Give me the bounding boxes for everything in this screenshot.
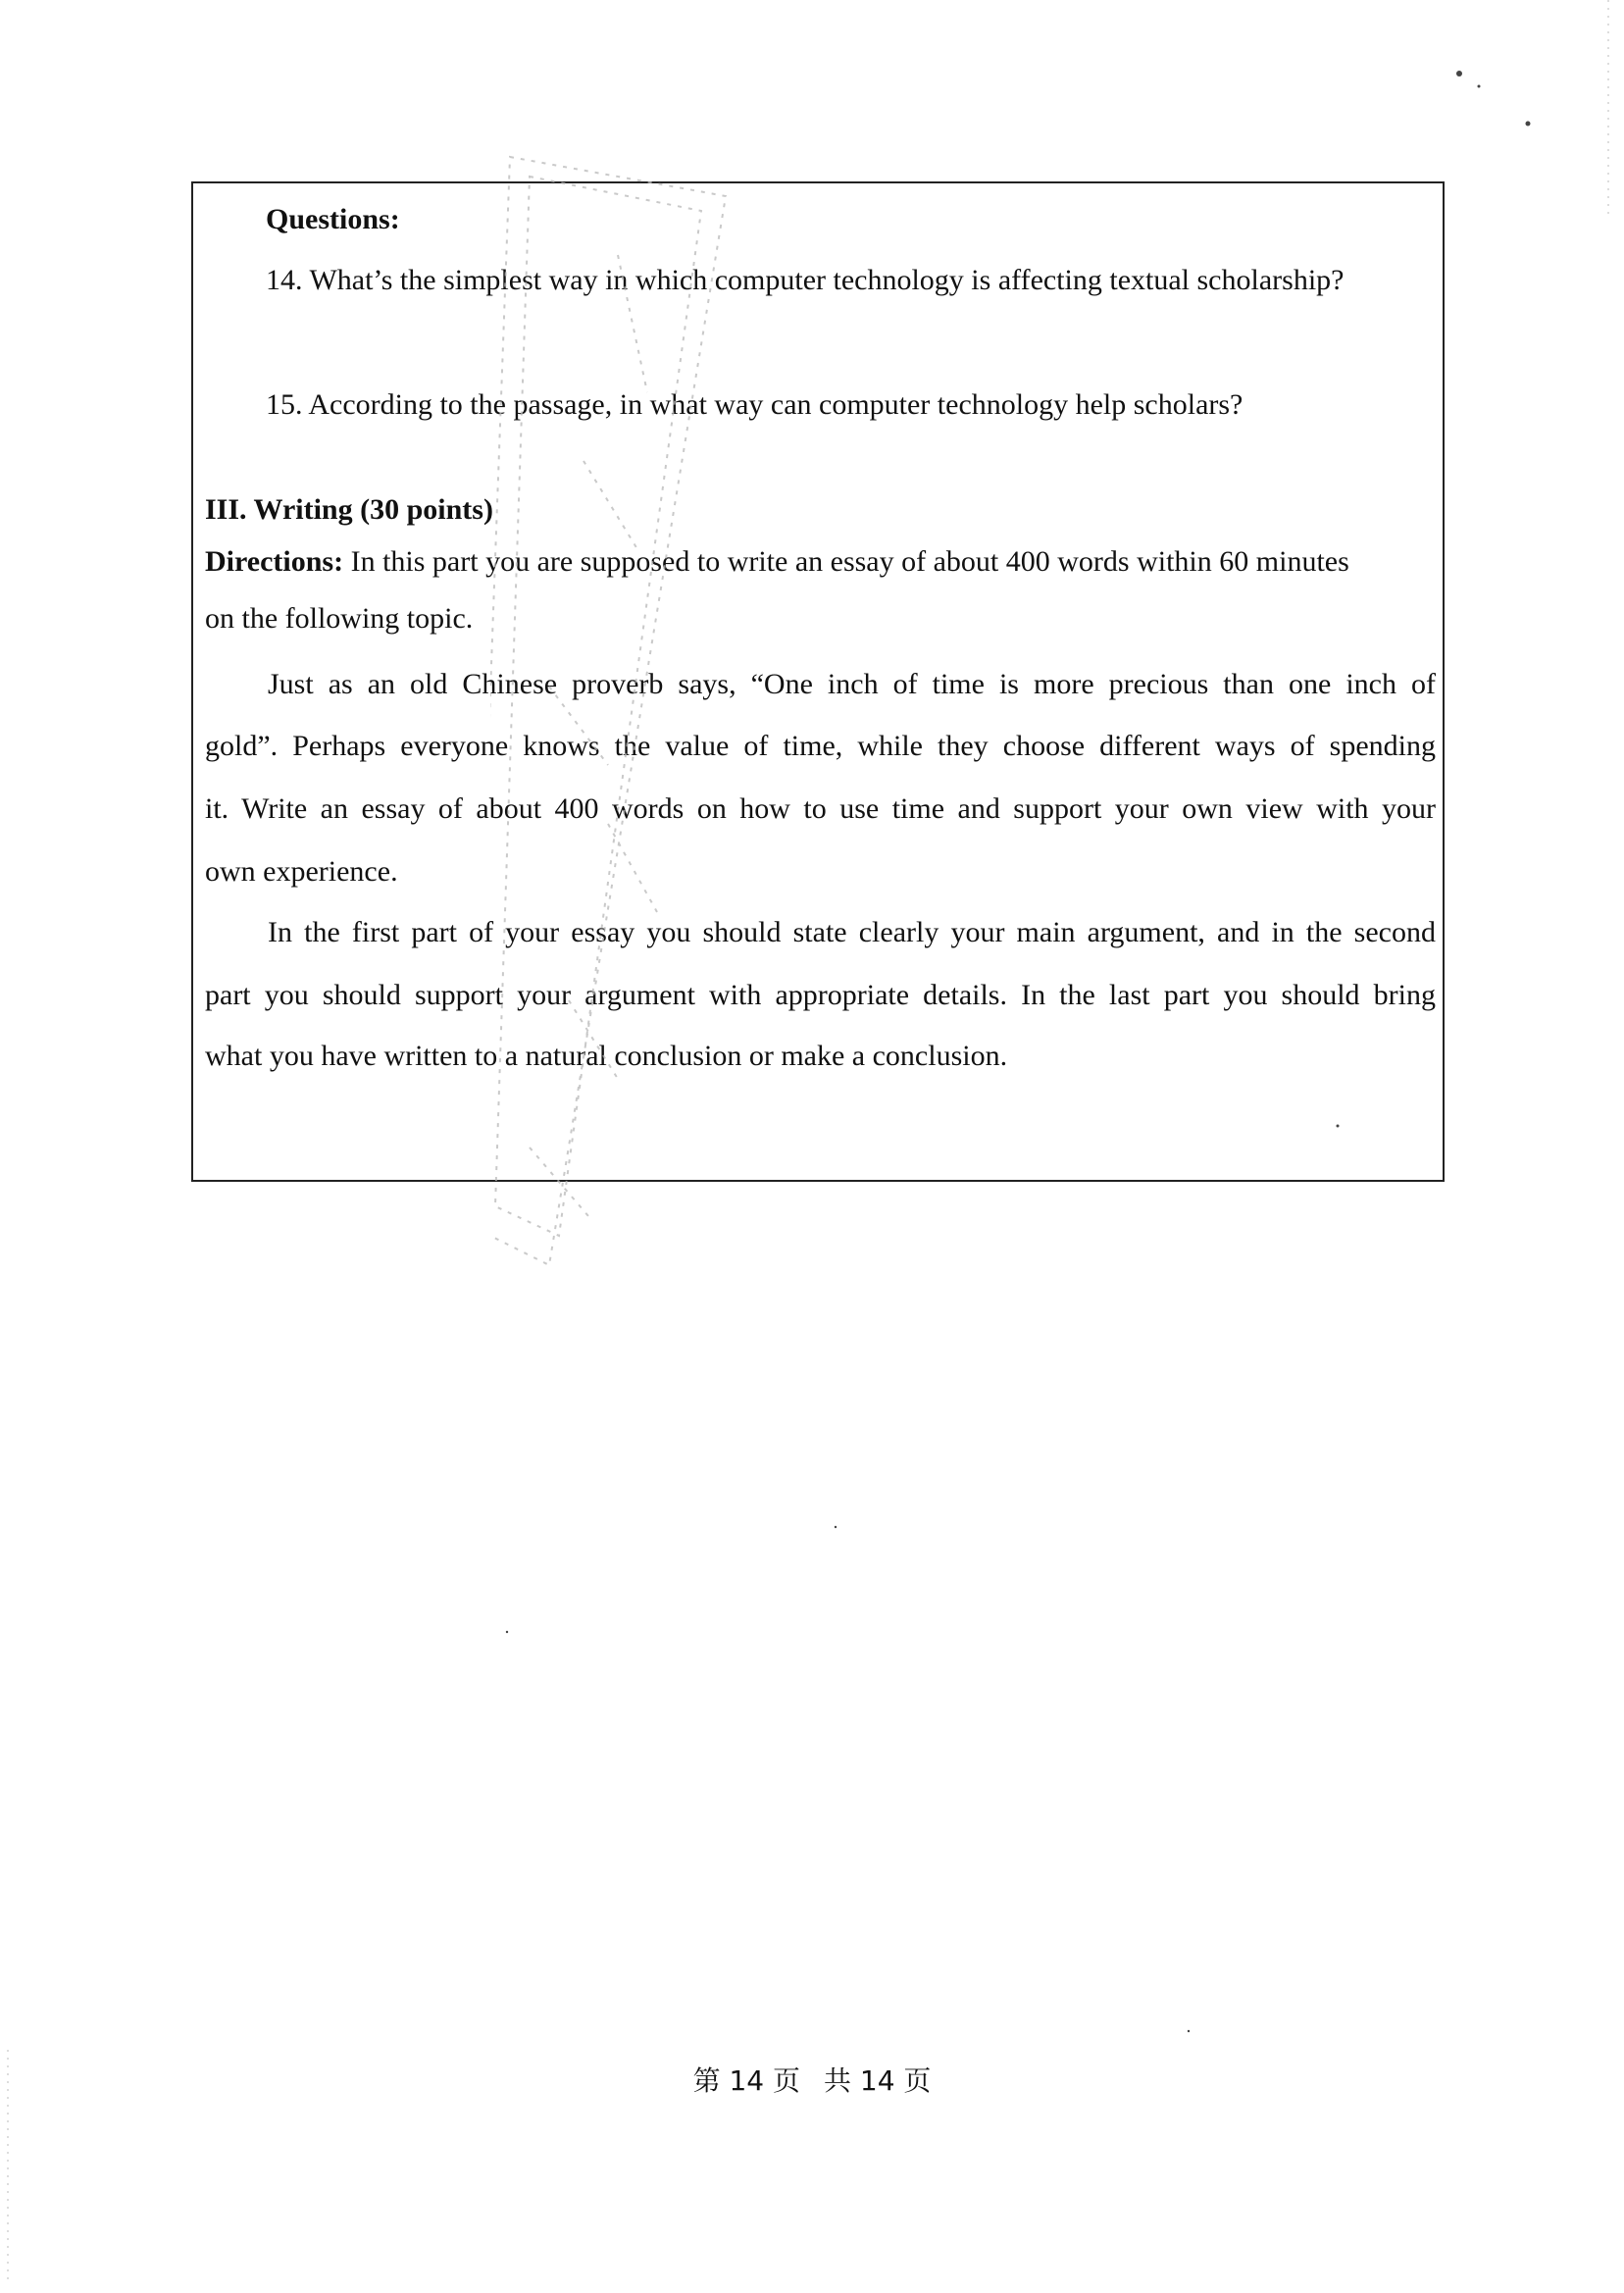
instruction-line: what you have written to a natural conclusion or make a conclusion. (205, 1040, 1008, 1072)
page-total: 共 14 页 (824, 2064, 932, 2097)
topic-line: own experience. (205, 855, 398, 888)
topic-line: Just as an old Chinese proverb says, “One inch of time is more precious than one inch of (268, 668, 1436, 700)
directions-line-1 (205, 547, 1349, 577)
topic-line: it. Write an essay of about 400 words on how to use time and support your own view with your (205, 792, 1436, 825)
page-footer (0, 2060, 1624, 2099)
directions-text: In this part you are supposed to write an essay of about 400 words within 60 minutes (343, 545, 1349, 578)
page-number: 第 14 页 (692, 2064, 800, 2097)
question-14: 14. What’s the simplest way in which computer technology is affecting textual scholarship? (266, 264, 1345, 296)
question-15: 15. According to the passage, in what way can computer technology help scholars? (266, 388, 1243, 421)
instruction-line: part you should support your argument with appropriate details. In the last part you should bring (205, 979, 1436, 1011)
questions-heading: Questions: (266, 203, 400, 235)
instruction-line: In the first part of your essay you should state clearly your main argument, and in the second (268, 916, 1436, 948)
writing-heading: III. Writing (30 points) (205, 493, 493, 526)
topic-line: gold”. Perhaps everyone knows the value of time, while they choose different ways of spending (205, 730, 1436, 762)
directions-line-2: on the following topic. (205, 602, 474, 635)
directions-label: Directions: (205, 545, 344, 578)
